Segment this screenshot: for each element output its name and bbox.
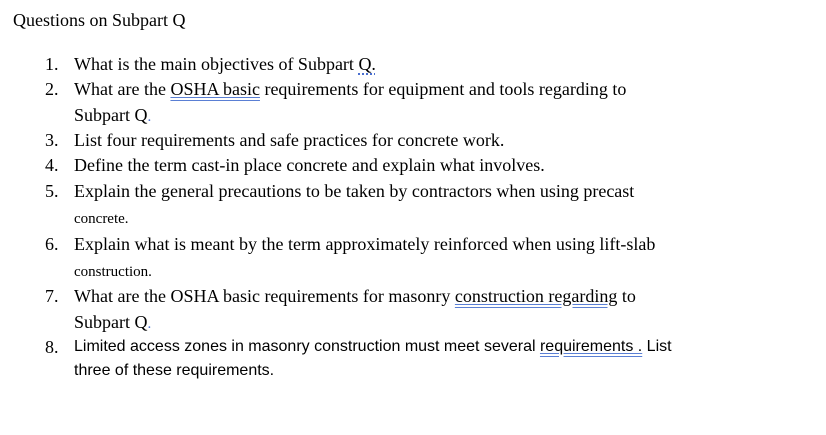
question-number: 2.	[45, 79, 59, 99]
question-2	[45, 76, 805, 130]
grammar-underlined-text: requirements .	[539, 338, 643, 355]
question-number: 6.	[45, 234, 59, 254]
question-text: List	[642, 338, 672, 355]
question-text: Define the term cast-in place concrete and explain what involves.	[74, 155, 545, 175]
grammar-underlined-text: OSHA basic	[170, 79, 260, 99]
question-7	[45, 283, 805, 337]
question-number: 3.	[45, 130, 59, 150]
grammar-underlined-text: construction regarding	[454, 286, 618, 306]
question-text-continued: construction.	[74, 264, 152, 280]
question-text-continued: three of these requirements.	[74, 362, 275, 379]
question-text: What are the	[74, 79, 171, 99]
question-text: Subpart Q	[74, 105, 148, 125]
question-text: What are the OSHA basic requirements for masonry	[74, 286, 455, 306]
question-text: List four requirements and safe practices for concrete work.	[74, 130, 505, 150]
trailing-period: .	[147, 109, 152, 125]
question-text: Explain the general precautions to be taken by contractors when using precast	[74, 181, 635, 201]
question-3	[45, 127, 805, 153]
question-text: to	[617, 286, 636, 306]
question-1	[45, 51, 805, 77]
question-5	[45, 178, 805, 232]
question-text-continued: concrete.	[74, 211, 129, 227]
question-number: 5.	[45, 181, 59, 201]
question-4	[45, 152, 805, 178]
question-text: Limited access zones in masonry construction must meet several	[74, 338, 540, 355]
trailing-period: .	[147, 316, 152, 332]
question-text: Subpart Q	[74, 312, 148, 332]
question-text: What is the main objectives of Subpart	[74, 54, 359, 74]
question-number: 1.	[45, 54, 59, 74]
question-number: 7.	[45, 286, 59, 306]
question-8	[45, 335, 805, 383]
question-number: 4.	[45, 155, 59, 175]
document-title: Questions on Subpart Q	[13, 10, 186, 30]
question-text: Explain what is meant by the term approximately reinforced when using lift-slab	[74, 234, 656, 254]
question-text: requirements for equipment and tools regarding to	[259, 79, 627, 99]
spellcheck-underlined-text: Q.	[358, 54, 376, 74]
question-number: 8.	[45, 337, 59, 357]
question-6	[45, 231, 805, 285]
